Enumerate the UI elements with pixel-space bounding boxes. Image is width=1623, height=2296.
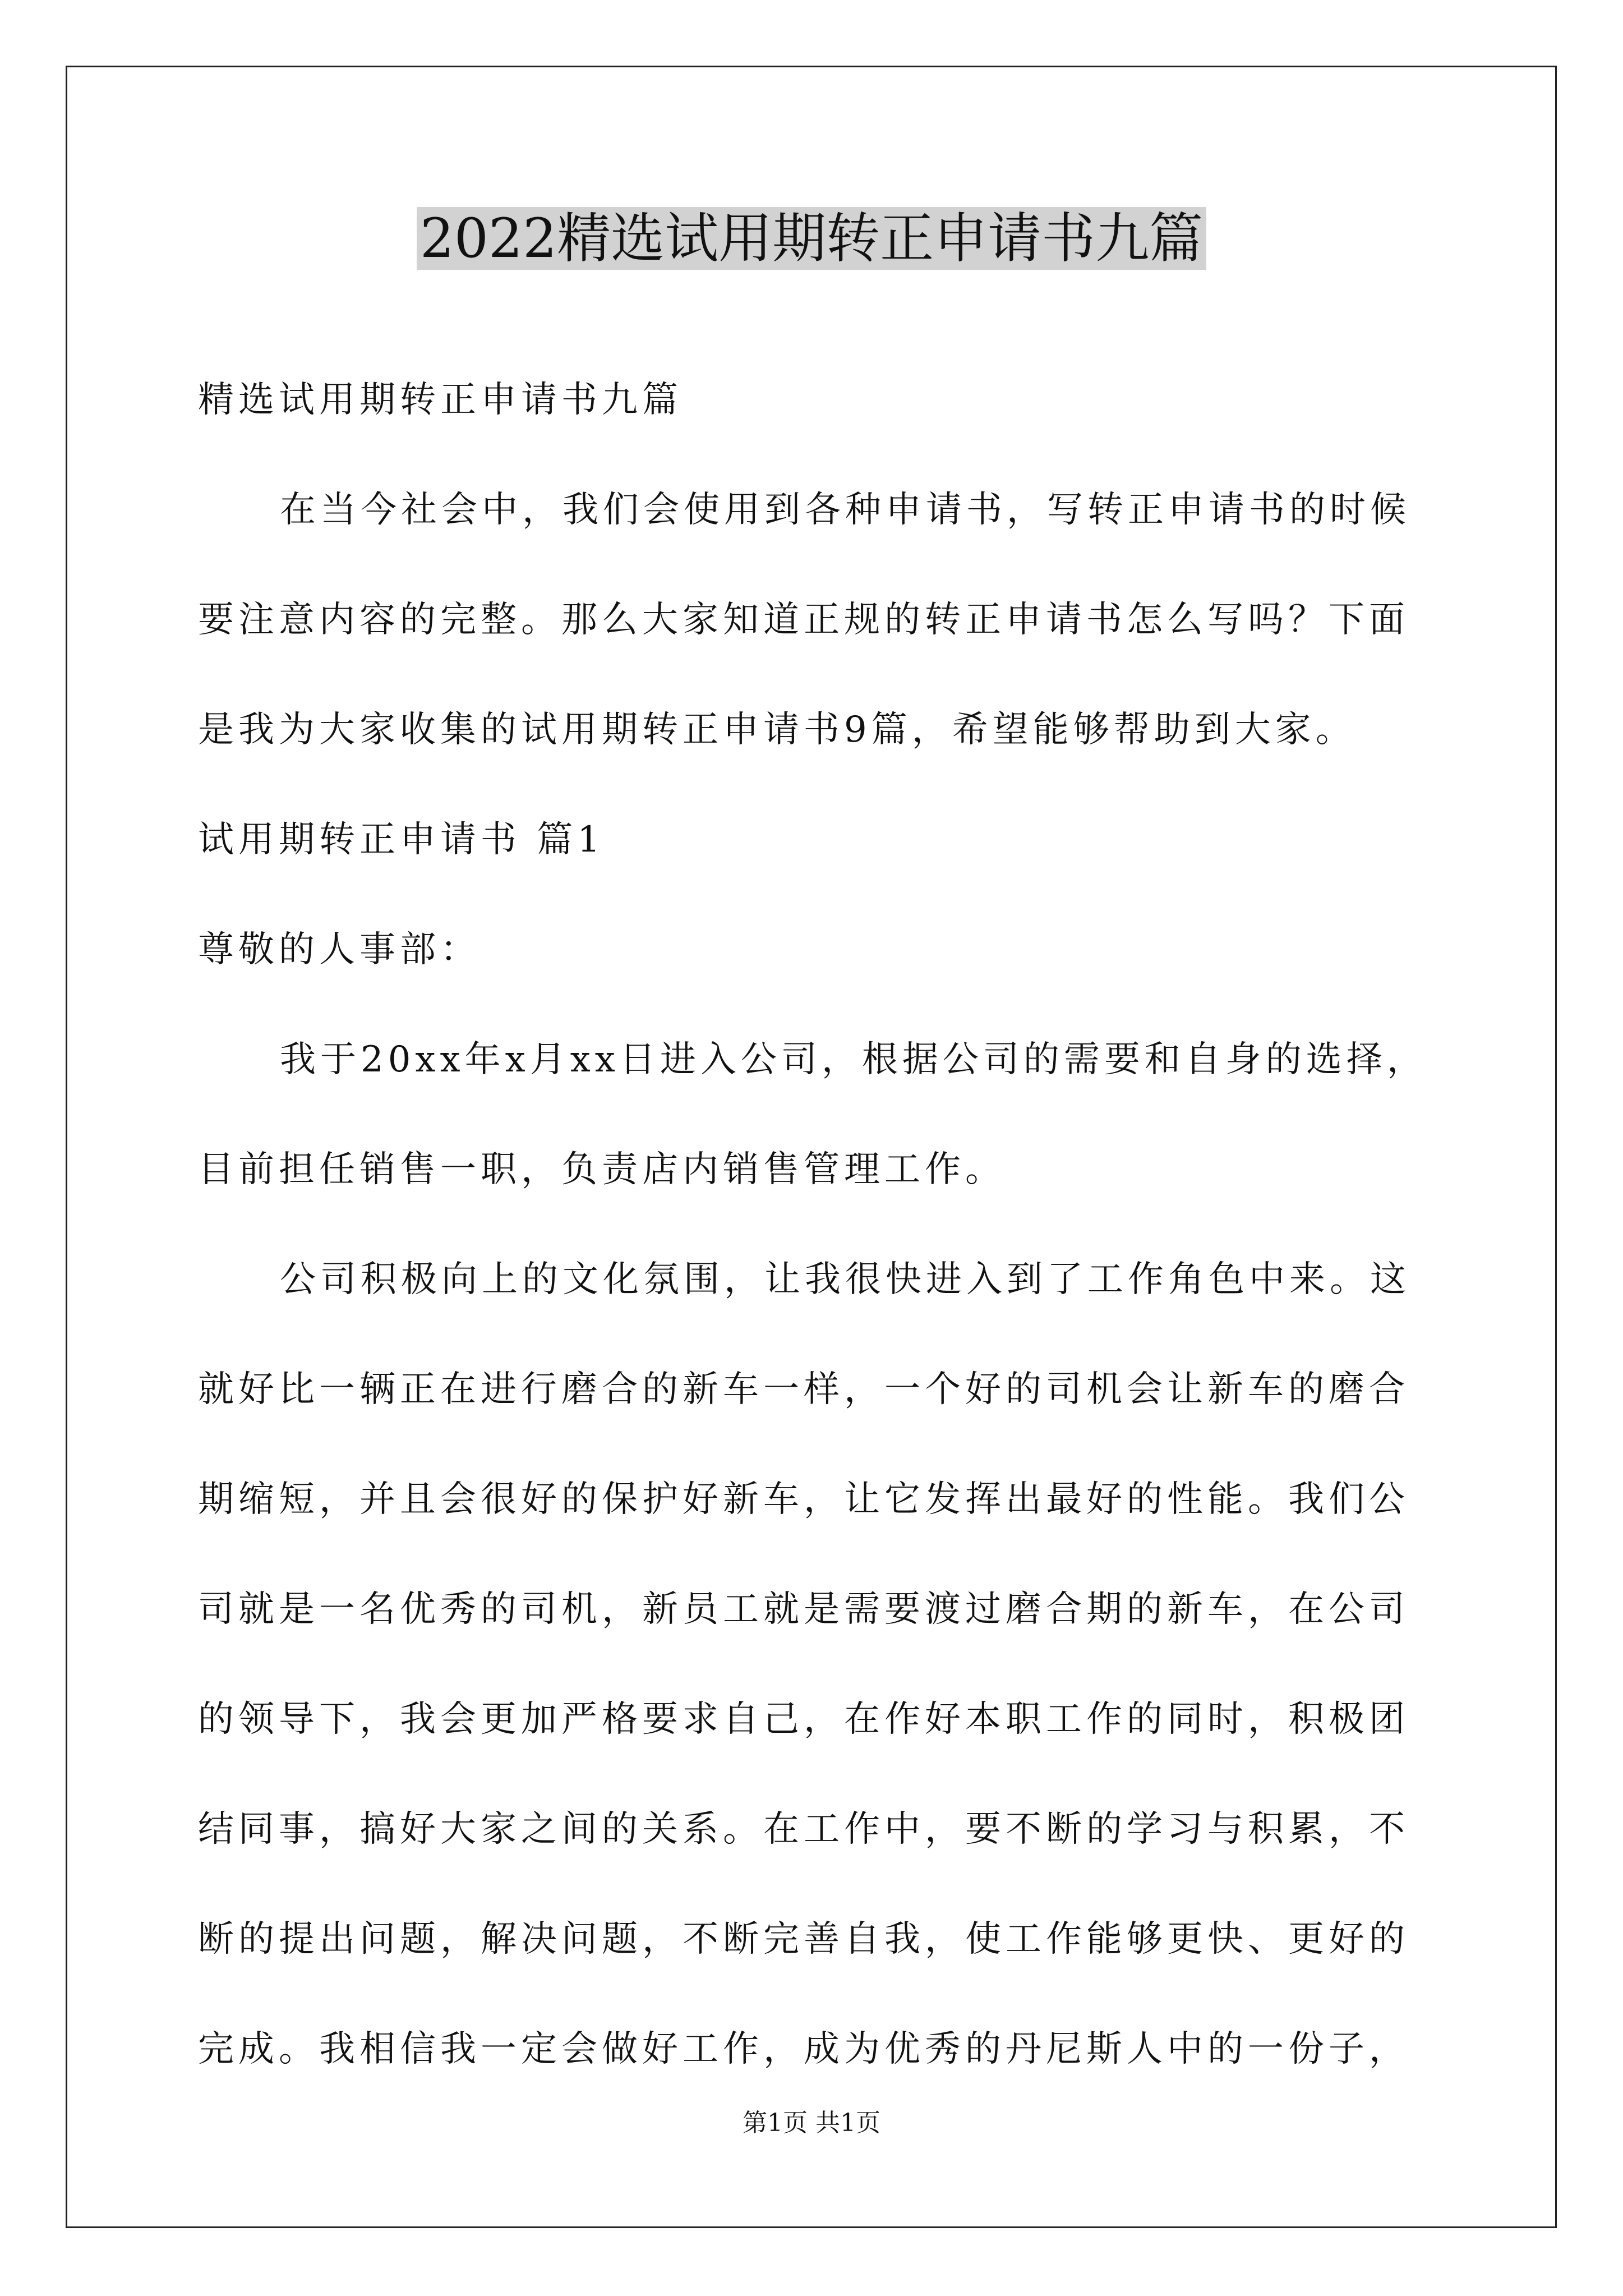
paragraph-line: 公司积极向上的文化氛围，让我很快进入到了工作角色中来。这 xyxy=(280,1259,1410,1300)
document-title xyxy=(0,199,1623,278)
document-title-text: 2022精选试用期转正申请书九篇 xyxy=(417,207,1206,270)
body-paragraph-1 xyxy=(198,1005,1443,1225)
paragraph-line: 司就是一名优秀的司机，新员工就是需要渡过磨合期的新车，在公司 xyxy=(198,1589,1409,1630)
page-number: 第1页 共1页 xyxy=(743,2109,880,2137)
paragraph-line: 就好比一辆正在进行磨合的新车一样，一个好的司机会让新车的磨合 xyxy=(198,1369,1409,1410)
document-body xyxy=(198,345,1443,2104)
paragraph-line: 我于20xx年x月xx日进入公司，根据公司的需要和自身的选择， xyxy=(280,1039,1427,1080)
intro-line: 要注意内容的完整。那么大家知道正规的转正申请书怎么写吗？下面 xyxy=(198,599,1409,641)
paragraph-line: 完成。我相信我一定会做好工作，成为优秀的丹尼斯人中的一份子， xyxy=(198,2028,1409,2070)
paragraph-line: 的领导下，我会更加严格要求自己，在作好本职工作的同时，积极团 xyxy=(198,1699,1409,1740)
salutation: 尊敬的人事部： xyxy=(198,929,481,970)
page-footer xyxy=(0,2106,1623,2140)
intro-line: 在当今社会中，我们会使用到各种申请书，写转正申请书的时候 xyxy=(280,489,1410,531)
paragraph-line: 结同事，搞好大家之间的关系。在工作中，要不断的学习与积累，不 xyxy=(198,1809,1409,1850)
paragraph-line: 目前担任销售一职，负责店内销售管理工作。 xyxy=(198,1149,1006,1190)
paragraph-line: 期缩短，并且会很好的保护好新车，让它发挥出最好的性能。我们公 xyxy=(198,1479,1409,1520)
intro-line: 是我为大家收集的试用期转正申请书9篇，希望能够帮助到大家。 xyxy=(198,709,1356,751)
section-heading: 试用期转正申请书 篇1 xyxy=(198,819,605,861)
document-subtitle: 精选试用期转正申请书九篇 xyxy=(198,379,683,421)
intro-paragraph xyxy=(198,455,1443,785)
body-paragraph-2 xyxy=(198,1225,1443,2104)
paragraph-line: 断的提出问题，解决问题，不断完善自我，使工作能够更快、更好的 xyxy=(198,1918,1409,1960)
